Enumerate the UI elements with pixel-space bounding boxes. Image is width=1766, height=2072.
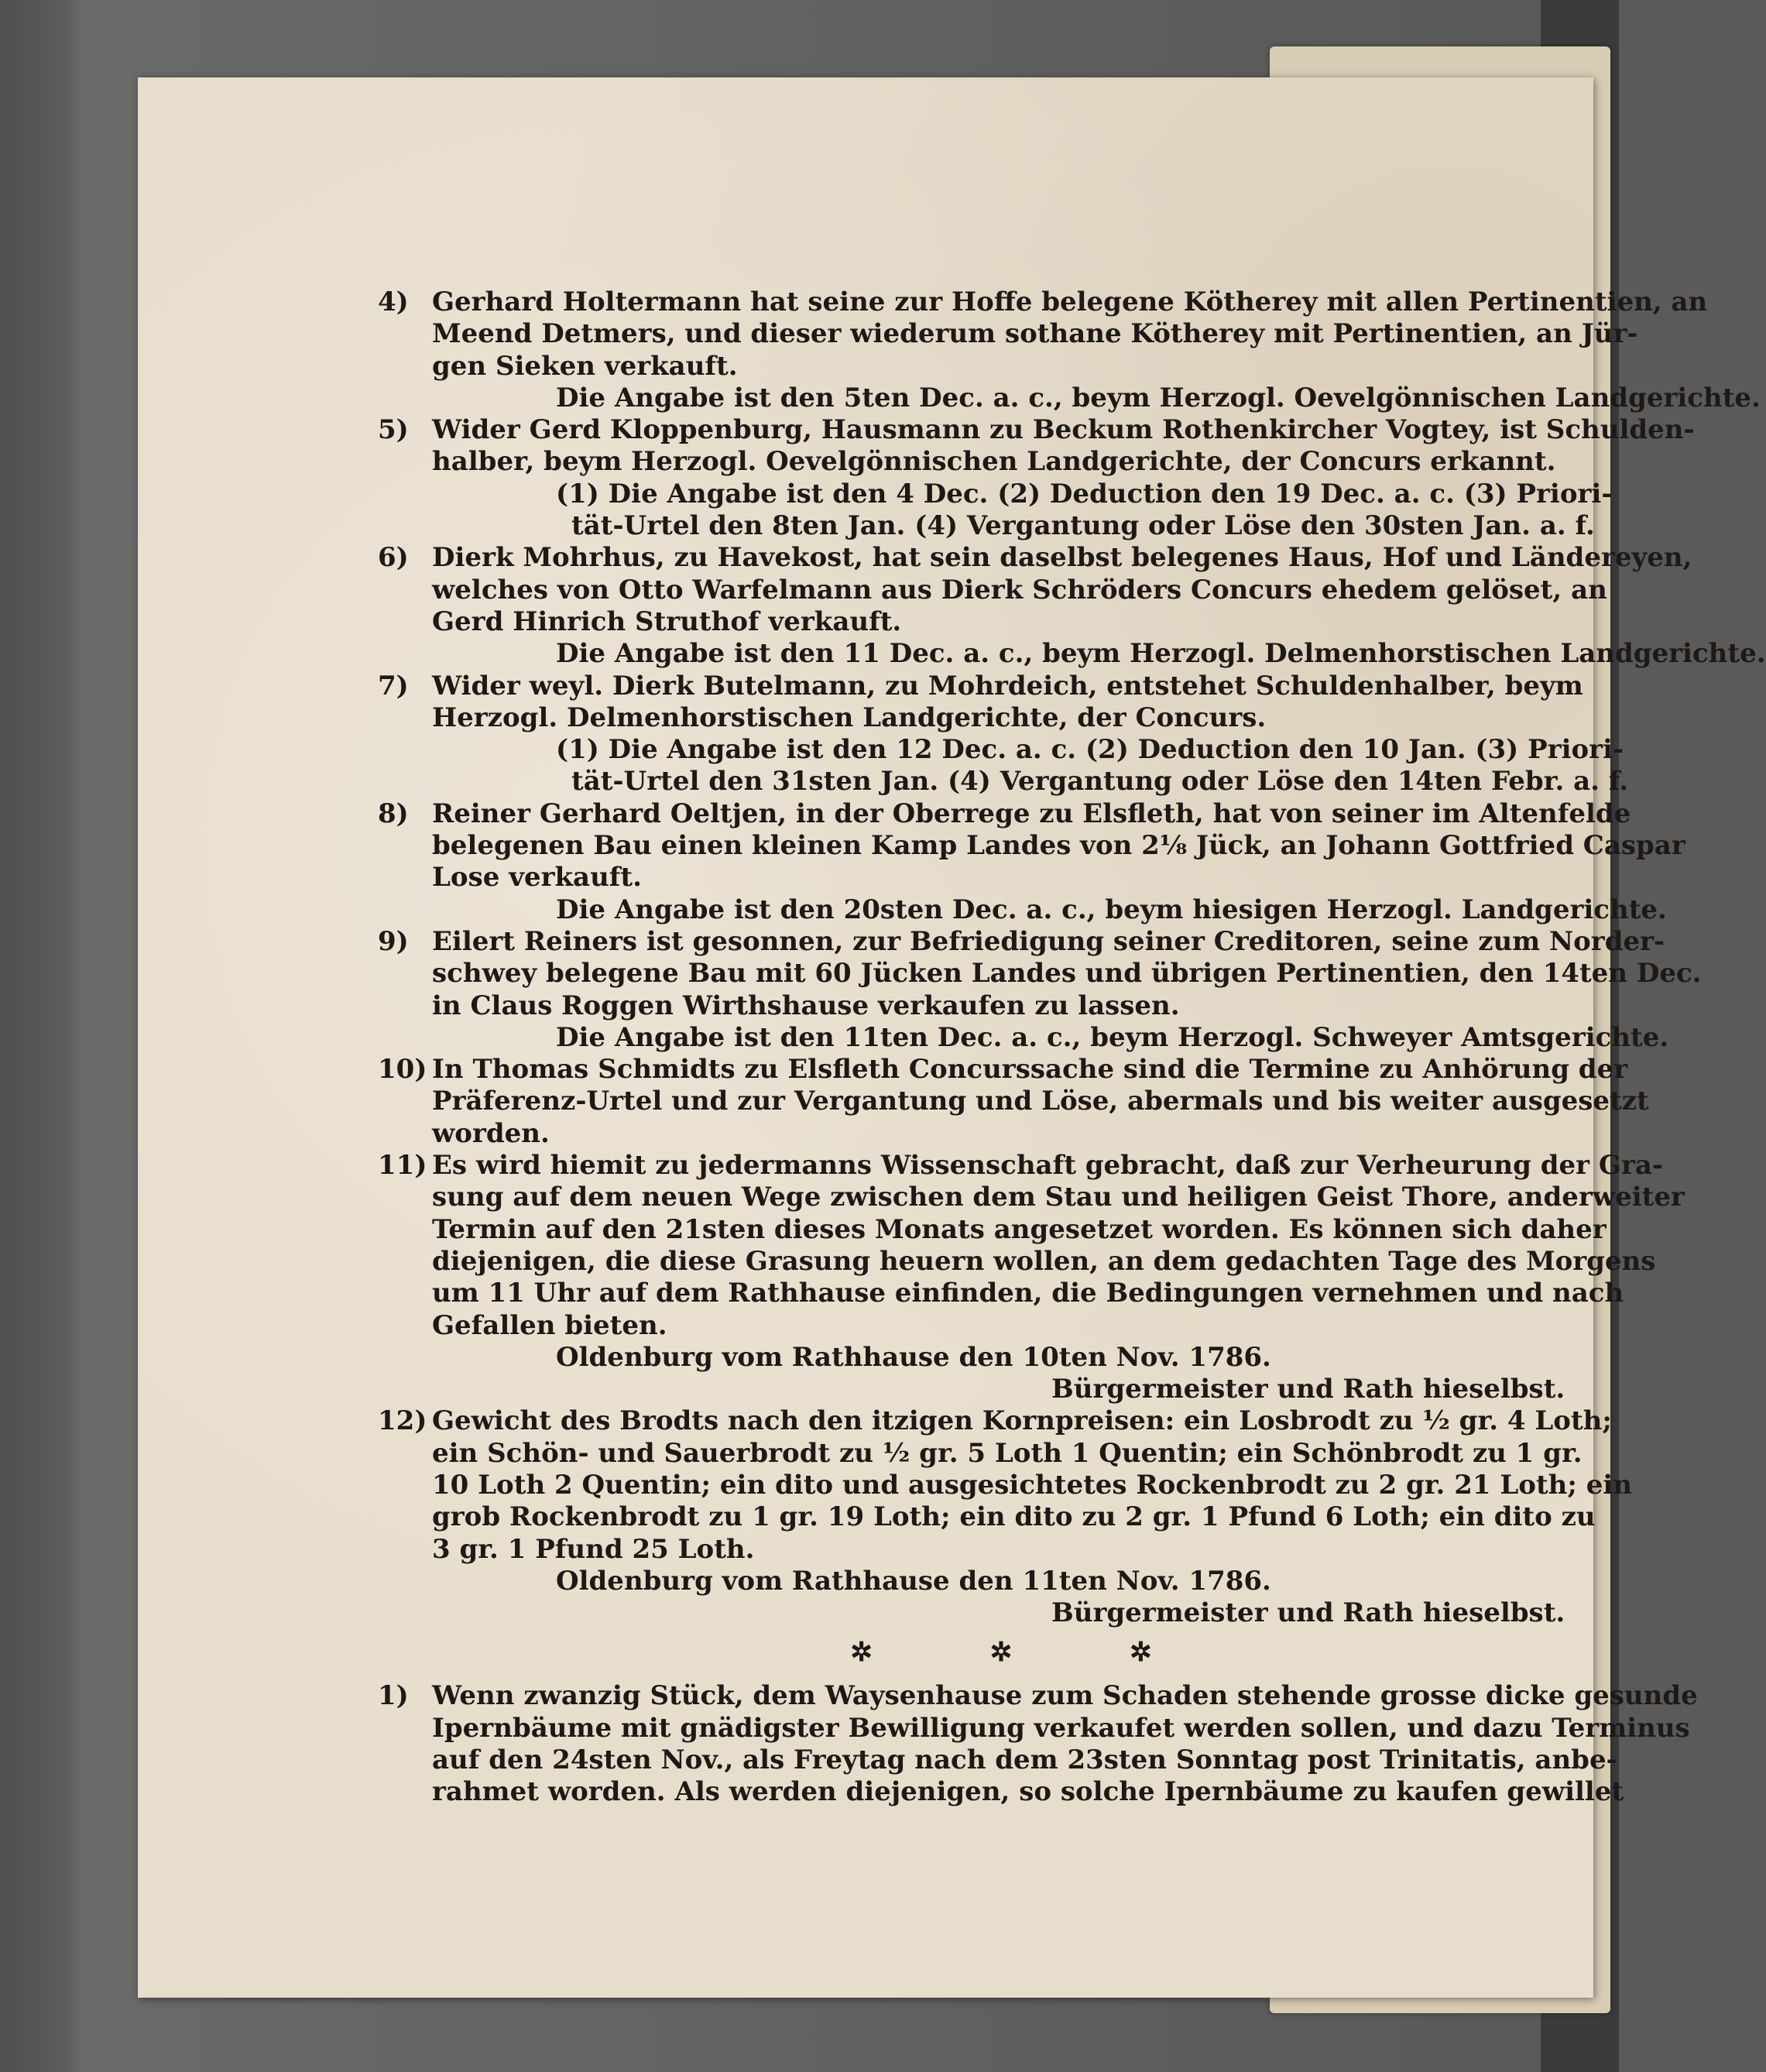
text-line: welches von Otto Warfelmann aus Dierk Schröders Concurs ehedem gelöset, an xyxy=(432,574,1607,605)
text-line: Lose verkauft. xyxy=(432,862,642,894)
text-line: 10) In Thomas Schmidts zu Elsfleth Concurssache sind die Termine zu Anhörung der xyxy=(378,1054,1628,1086)
text-line: Meend Detmers, und dieser wiederum sothane Kötherey mit Pertinentien, an Jür- xyxy=(432,318,1638,350)
text-line: Gerd Hinrich Struthof verkauft. xyxy=(432,605,902,637)
text-line: Termin auf den 21sten dieses Monats angesetzet worden. Es können sich daher xyxy=(432,1213,1607,1245)
text-line: auf den 24sten Nov., als Freytag nach dem 23sten Sonntag post Trinitatis, anbe- xyxy=(432,1744,1617,1776)
signature-line: Bürgermeister und Rath hieselbst. xyxy=(1051,1374,1565,1405)
text-line: Oldenburg vom Rathhause den 11ten Nov. 1786. xyxy=(556,1565,1271,1597)
text-line: 4) Gerhard Holtermann hat seine zur Hoffe belegene Kötherey mit allen Pertinentien, an xyxy=(378,286,1708,317)
text-line: ein Schön- und Sauerbrodt zu ½ gr. 5 Loth 1 Quentin; ein Schönbrodt zu 1 gr. xyxy=(432,1437,1583,1469)
text-line: 3 gr. 1 Pfund 25 Loth. xyxy=(432,1533,755,1565)
text-line: 8) Reiner Gerhard Oeltjen, in der Oberrege zu Elsfleth, hat von seiner im Altenfelde xyxy=(378,798,1631,829)
text-line: rahmet worden. Als werden diejenigen, so solche Ipernbäume zu kaufen gewillet xyxy=(432,1776,1624,1808)
text-line: grob Rockenbrodt zu 1 gr. 19 Loth; ein dito zu 2 gr. 1 Pfund 6 Loth; ein dito zu xyxy=(432,1501,1596,1533)
text-line: Die Angabe ist den 20sten Dec. a. c., beym hiesigen Herzogl. Landgerichte. xyxy=(556,894,1667,925)
text-line: 12) Gewicht des Brodts nach den itzigen Kornpreisen: ein Losbrodt zu ½ gr. 4 Loth; xyxy=(378,1405,1612,1437)
signature-line: Bürgermeister und Rath hieselbst. xyxy=(1051,1597,1565,1629)
text-line: halber, beym Herzogl. Oevelgönnischen Landgerichte, der Concurs erkannt. xyxy=(432,446,1556,478)
text-line: 1) Wenn zwanzig Stück, dem Waysenhause zum Schaden stehende grosse dicke gesunde xyxy=(378,1680,1698,1712)
text-line: (1) Die Angabe ist den 4 Dec. (2) Deduction den 19 Dec. a. c. (3) Priori- xyxy=(556,478,1613,509)
text-line: Ipernbäume mit gnädigster Bewilligung verkaufet werden sollen, und dazu Terminus xyxy=(432,1712,1690,1744)
text-line: um 11 Uhr auf dem Rathhause einfinden, die Bedingungen vernehmen und nach xyxy=(432,1278,1624,1309)
text-line: 9) Eilert Reiners ist gesonnen, zur Befriedigung seiner Creditoren, seine zum Norder- xyxy=(378,925,1665,957)
text-line: Gefallen bieten. xyxy=(432,1309,667,1341)
text-line: tät-Urtel den 31sten Jan. (4) Vergantung oder Löse den 14ten Febr. a. f. xyxy=(571,766,1629,798)
text-line: in Claus Roggen Wirthshause verkaufen zu lassen. xyxy=(432,990,1180,1021)
text-line: tät-Urtel den 8ten Jan. (4) Vergantung oder Löse den 30sten Jan. a. f. xyxy=(571,510,1595,542)
text-line: 10 Loth 2 Quentin; ein dito und ausgesichtetes Rockenbrodt zu 2 gr. 21 Loth; ein xyxy=(432,1469,1633,1501)
text-line: Die Angabe ist den 11 Dec. a. c., beym Herzogl. Delmenhorstischen Landgerichte. xyxy=(556,638,1766,670)
text-line: diejenigen, die diese Grasung heuern wollen, an dem gedachten Tage des Morgens xyxy=(432,1245,1656,1277)
text-line: 5) Wider Gerd Kloppenburg, Hausmann zu Beckum Rothenkircher Vogtey, ist Schulden- xyxy=(378,414,1695,446)
text-line: Die Angabe ist den 5ten Dec. a. c., beym Herzogl. Oevelgönnischen Landgerichte. xyxy=(556,382,1761,413)
ornament-divider: ✲ ✲ ✲ xyxy=(850,1637,1206,1669)
text-line: 6) Dierk Mohrhus, zu Havekost, hat sein daselbst belegenes Haus, Hof und Ländereyen, xyxy=(378,542,1692,574)
text-line: sung auf dem neuen Wege zwischen dem Stau und heiligen Geist Thore, anderweiter xyxy=(432,1182,1685,1213)
text-line: 7) Wider weyl. Dierk Butelmann, zu Mohrdeich, entstehet Schuldenhalber, beym xyxy=(378,670,1583,702)
text-line: Herzogl. Delmenhorstischen Landgerichte, der Concurs. xyxy=(432,702,1267,733)
text-line: Präferenz-Urtel und zur Vergantung und Löse, abermals und bis weiter ausgesetzt xyxy=(432,1086,1649,1117)
text-line: Die Angabe ist den 11ten Dec. a. c., beym Herzogl. Schweyer Amtsgerichte. xyxy=(556,1021,1669,1053)
text-line: schwey belegene Bau mit 60 Jücken Landes und übrigen Pertinentien, den 14ten Dec. xyxy=(432,958,1702,990)
page-text xyxy=(378,286,1766,1809)
text-line: belegenen Bau einen kleinen Kamp Landes von 2⅛ Jück, an Johann Gottfried Caspar xyxy=(432,830,1685,862)
text-line: gen Sieken verkauft. xyxy=(432,350,738,382)
text-line: 11) Es wird hiemit zu jedermanns Wissenschaft gebracht, daß zur Verheurung der Gra- xyxy=(378,1150,1663,1182)
text-line: (1) Die Angabe ist den 12 Dec. a. c. (2) Deduction den 10 Jan. (3) Priori- xyxy=(556,734,1624,766)
text-line: Oldenburg vom Rathhause den 10ten Nov. 1786. xyxy=(556,1341,1271,1373)
document-page xyxy=(138,77,1766,1998)
text-line: worden. xyxy=(432,1117,550,1149)
